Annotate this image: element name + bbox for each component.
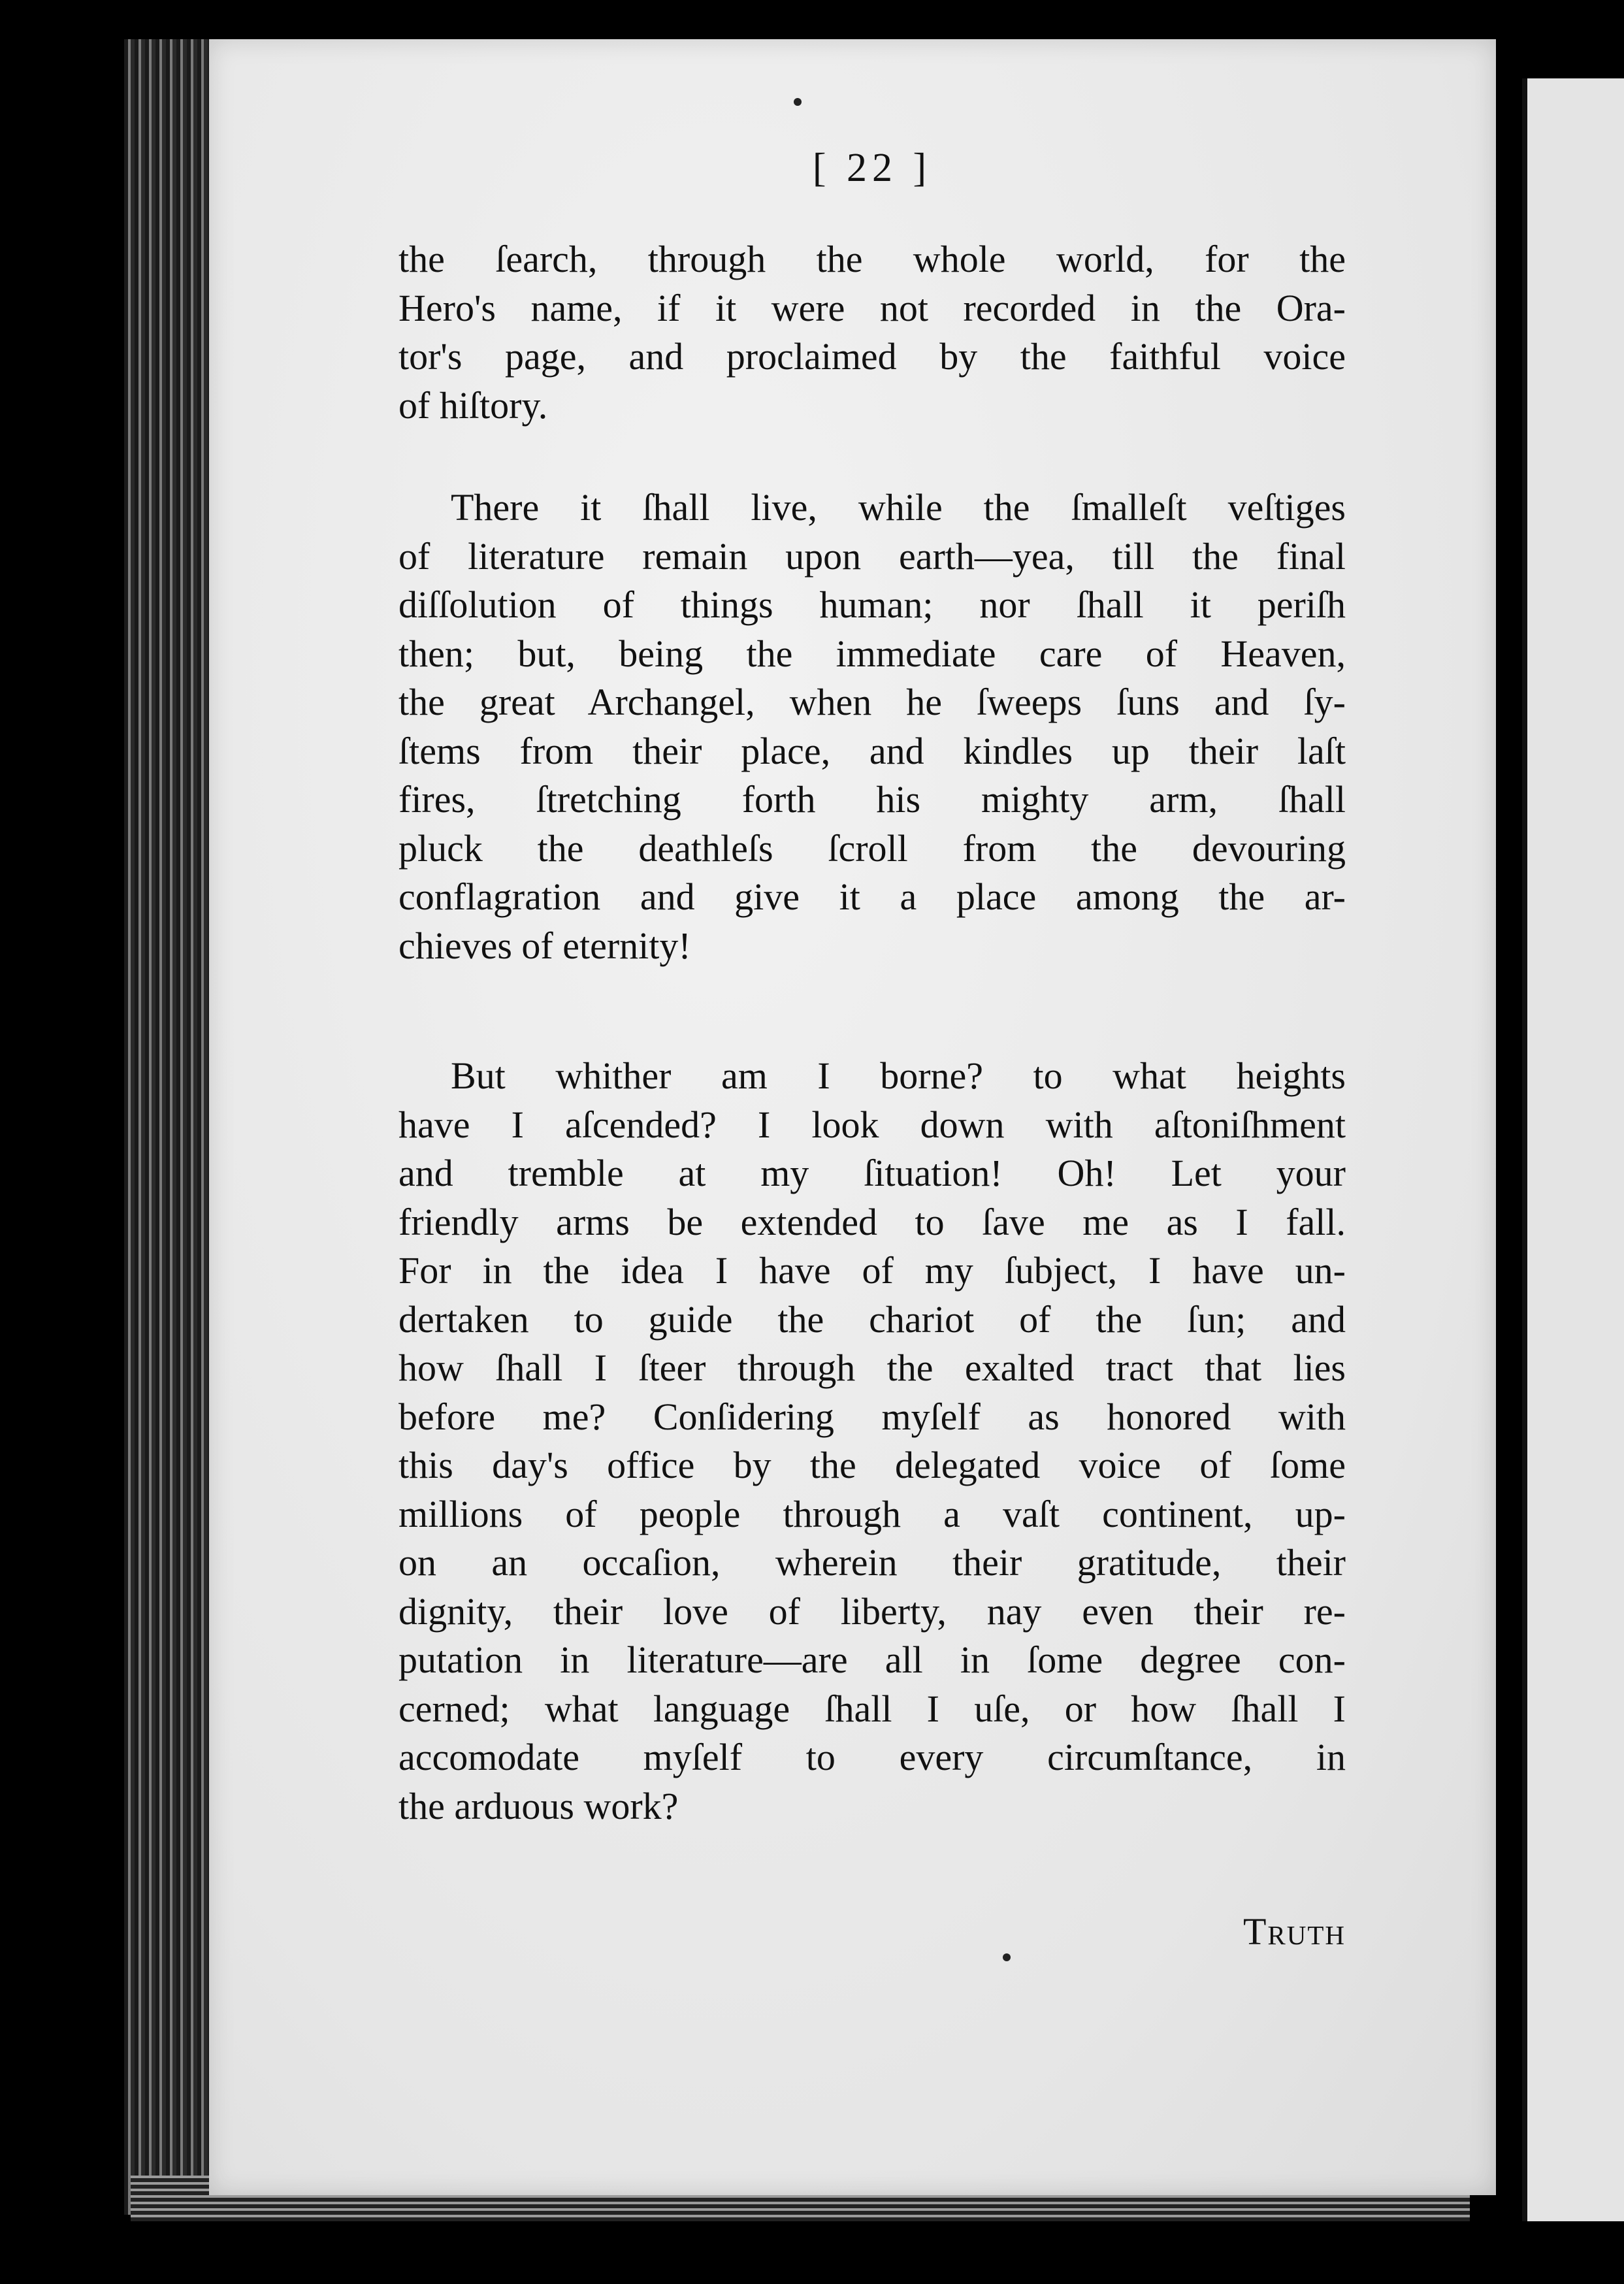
text-line: Hero's name, if it were not recorded in the Ora- [398,286,1346,329]
text-line: the arduous work? [398,1784,679,1827]
text-line: then; but, being the immediate care of Heaven, [398,632,1346,675]
paragraph-2 [398,483,1346,970]
text-line: and tremble at my ſituation! Oh! Let your [398,1152,1346,1194]
text-line: chieves of eternity! [398,924,691,967]
text-line: friendly arms be extended to ſave me as I fall. [398,1200,1346,1243]
text-line: of hiſtory. [398,383,548,427]
text-line: pluck the deathleſs ſcroll from the devouring [398,826,1346,870]
text-line: For in the idea I have of my ſubject, I have un- [398,1249,1346,1292]
text-line: have I aſcended? I look down with aſtoniſhment [398,1103,1346,1146]
text-line: putation in literature—are all in ſome degree con- [398,1639,1346,1681]
text-line: dertaken to guide the chariot of the ſun; and [398,1297,1346,1341]
facing-page-edge [1522,78,1624,2221]
page-number: [ 22 ] [812,146,932,190]
paragraph-1 [398,235,1346,430]
catchword: Truth [1242,1910,1346,1953]
text-line: this day's office by the delegated voice of ſome [398,1444,1346,1486]
text-line: millions of people through a vaſt continent, up- [398,1492,1346,1535]
text-line: conflagration and give it a place among the ar- [398,875,1346,918]
text-line: the great Archangel, when he ſweeps ſuns and ſy- [398,681,1346,723]
text-line: the ſearch, through the whole world, for the [398,238,1346,280]
text-line: how ſhall I ſteer through the exalted tract that lies [398,1346,1346,1389]
text-line: diſſolution of things human; nor ſhall it periſh [398,583,1346,626]
text-line: There it ſhall live, while the ſmalleſt veſtiges [451,486,1346,529]
text-line: But whither am I borne? to what heights [451,1054,1346,1097]
text-line: on an occaſion, wherein their gratitude, their [398,1541,1346,1584]
text-line: before me? Conſidering myſelf as honored with [398,1395,1346,1438]
text-line: ſtems from their place, and kindles up their laſt [398,729,1346,772]
text-line: dignity, their love of liberty, nay even their re- [398,1590,1346,1633]
text-line: of literature remain upon earth—yea, till the final [398,534,1346,578]
text-line: cerned; what language ſhall I uſe, or how ſhall I [398,1687,1346,1730]
ink-speck [794,98,802,106]
ink-speck [1003,1953,1011,1961]
text-line: tor's page, and proclaimed by the faithful voice [398,335,1346,378]
page-edges [124,39,222,2215]
paragraph-3 [398,1052,1346,1831]
text-line: fires, ſtretching forth his mighty arm, ſhall [398,778,1346,821]
text-line: accomodate myſelf to every circumſtance, in [398,1736,1346,1778]
